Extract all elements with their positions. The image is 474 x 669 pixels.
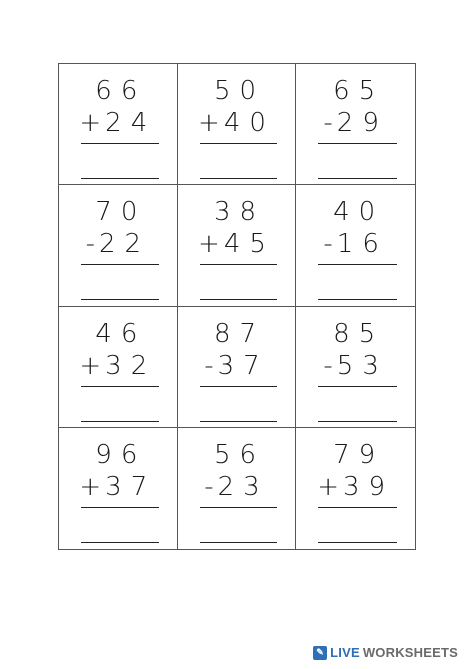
operator: - [204,350,214,381]
operator: + [79,471,102,502]
problem-cell [59,185,178,306]
answer-line[interactable] [81,542,159,543]
problem-cell [59,428,178,549]
bottom-number: 32 [105,350,157,381]
top-number: 56 [213,439,266,470]
sum-line [318,507,397,508]
bottom-number: 45 [223,229,275,260]
operation-line [59,472,177,502]
operator: - [323,108,333,138]
problem-cell [296,185,415,306]
sum-line [81,143,159,144]
answer-line[interactable] [200,542,278,543]
brand-logo[interactable] [313,645,458,660]
top-number: 50 [213,76,266,106]
problem-cell [178,428,297,549]
operation-line [296,229,415,259]
sum-line [200,143,278,144]
problem-cell [178,307,297,428]
sum-line [81,507,159,508]
top-number: 96 [95,439,147,470]
bottom-number: 23 [217,471,269,502]
answer-line[interactable] [318,299,397,300]
bottom-number: 16 [336,229,388,260]
answer-line[interactable] [200,421,278,422]
brand-part-worksheets: WORKSHEETS [362,645,458,660]
problem-cell [296,428,415,549]
answer-line[interactable] [318,421,397,422]
top-number: 40 [333,197,385,228]
top-number: 70 [95,197,147,228]
operation-line [59,229,177,259]
sum-line [318,386,397,387]
sum-line [81,264,159,265]
operation-line [178,229,296,259]
bottom-number: 37 [105,471,157,502]
operation-line [178,108,296,138]
operator: + [79,350,102,381]
operator: - [323,229,333,260]
worksheet-icon: ✎ [313,646,327,660]
operator: - [323,350,333,381]
problem-cell [296,307,415,428]
bottom-number: 24 [105,108,157,138]
sum-line [200,507,278,508]
top-number: 46 [95,318,147,349]
operator: + [79,108,102,138]
operator: + [198,229,220,260]
answer-line[interactable] [81,299,159,300]
bottom-number: 22 [98,229,151,260]
operation-line [296,472,415,502]
operator: + [198,108,220,138]
operator: - [204,471,214,502]
answer-line[interactable] [318,542,397,543]
answer-line[interactable] [81,178,159,179]
operator: + [317,471,339,502]
problem-cell [59,64,178,185]
bottom-number: 37 [217,350,269,381]
operation-line [296,351,415,381]
top-number: 79 [333,439,385,470]
top-number: 87 [213,318,266,349]
sum-line [81,386,159,387]
operator: - [85,229,95,260]
sum-line [200,386,278,387]
sum-line [318,264,397,265]
brand-part-live: LIVE [330,645,360,660]
problem-cell [296,64,415,185]
operation-line [178,472,296,502]
operation-line [178,351,296,381]
problem-grid [58,63,416,550]
bottom-number: 53 [336,350,388,381]
answer-line[interactable] [200,178,278,179]
answer-line[interactable] [318,178,397,179]
top-number: 85 [333,318,385,349]
sum-line [318,143,397,144]
answer-line[interactable] [200,299,278,300]
sum-line [200,264,278,265]
operation-line [296,108,415,138]
operation-line [59,351,177,381]
bottom-number: 29 [336,108,388,138]
bottom-number: 39 [343,471,395,502]
top-number: 65 [333,76,385,106]
answer-line[interactable] [81,421,159,422]
problem-cell [178,64,297,185]
top-number: 66 [95,76,147,106]
bottom-number: 40 [223,108,275,138]
operation-line [59,108,177,138]
problem-cell [59,307,178,428]
top-number: 38 [213,197,266,228]
problem-cell [178,185,297,306]
